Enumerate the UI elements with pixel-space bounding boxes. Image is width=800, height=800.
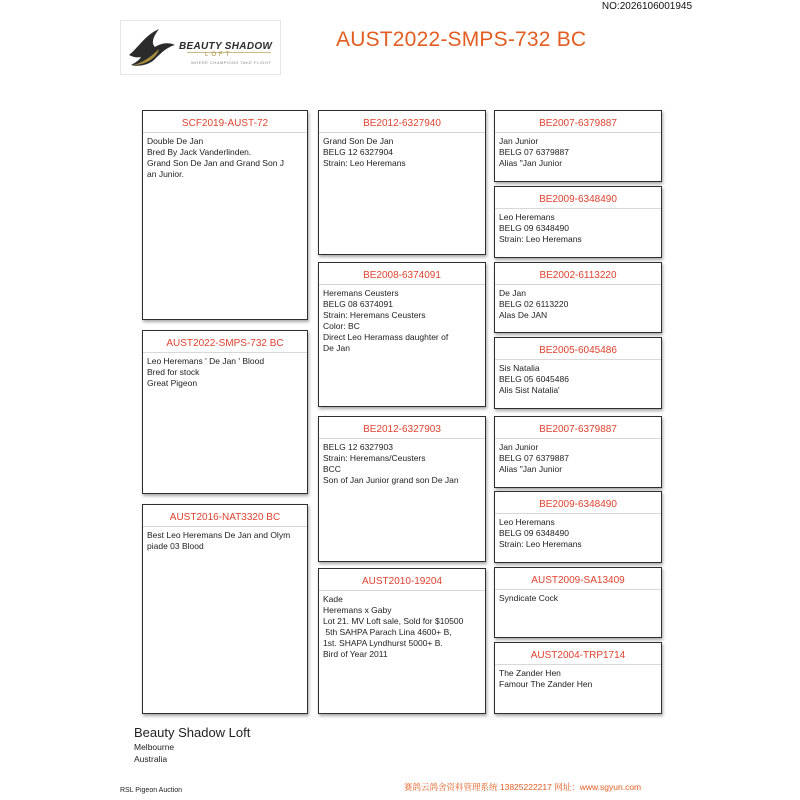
card-ring-number: BE2008-6374091	[319, 269, 485, 285]
card-line: The Zander Hen	[499, 668, 561, 678]
card-line: 5th SAHPA Parach Lina 4600+ B,	[323, 627, 452, 637]
card-line: an Junior.	[147, 169, 184, 179]
card-details	[143, 527, 307, 552]
logo-name: BEAUTY SHADOW	[179, 41, 273, 52]
pedigree-card-ggp-1	[494, 110, 662, 182]
logo-tagline: WHERE CHAMPIONS TAKE FLIGHT	[191, 60, 272, 65]
card-line: Strain: Heremans Ceusters	[323, 310, 426, 320]
card-ring-number: AUST2016-NAT3320 BC	[143, 511, 307, 527]
loft-logo	[120, 20, 281, 75]
card-line: BELG 12 6327904	[323, 147, 393, 157]
card-details	[495, 439, 661, 475]
card-line: BCC	[323, 464, 341, 474]
card-ring-number: BE2012-6327940	[319, 117, 485, 133]
pedigree-card-subject	[142, 330, 308, 494]
pedigree-card-ggp-7	[494, 567, 662, 638]
loft-country: Australia	[134, 754, 168, 764]
card-line: Heremans x Gaby	[323, 605, 392, 615]
card-ring-number: AUST2022-SMPS-732 BC	[143, 337, 307, 353]
card-details	[319, 285, 485, 354]
card-details	[495, 514, 661, 550]
pedigree-card-grandsire-1	[318, 110, 486, 255]
card-line: BELG 08 6374091	[323, 299, 393, 309]
card-line: Jan Junior	[499, 442, 539, 452]
pedigree-card-ggp-2	[494, 186, 662, 258]
card-line: Jan Junior	[499, 136, 539, 146]
pedigree-card-grandsire-2	[318, 416, 486, 562]
card-ring-number: AUST2009-SA13409	[495, 574, 661, 590]
card-details	[319, 133, 485, 169]
pedigree-card-granddam-1	[318, 262, 486, 407]
card-line: Strain: Leo Heremans	[499, 234, 582, 244]
bird-icon	[125, 25, 177, 71]
card-details	[495, 285, 661, 321]
card-line: De Jan	[323, 343, 350, 353]
card-line: Double De Jan	[147, 136, 204, 146]
card-line: BELG 12 6327903	[323, 442, 393, 452]
loft-name: Beauty Shadow Loft	[134, 725, 251, 740]
card-line: Grand Son De Jan	[323, 136, 394, 146]
card-line: Bred By Jack Vanderlinden.	[147, 147, 252, 157]
card-line: Bred for stock	[147, 367, 200, 377]
card-line: BELG 09 6348490	[499, 223, 569, 233]
card-line: Alis Sist Natalia'	[499, 385, 560, 395]
card-line: Son of Jan Junior grand son De Jan	[323, 475, 459, 485]
card-line: Leo Heremans	[499, 517, 555, 527]
card-details	[495, 209, 661, 245]
credit-left: RSL Pigeon Auction	[120, 787, 183, 794]
loft-city: Melbourne	[134, 742, 175, 752]
page-title: AUST2022-SMPS-732 BC	[336, 28, 587, 51]
pedigree-card-ggp-3	[494, 262, 662, 333]
card-line: Direct Leo Heramass daughter of	[323, 332, 449, 342]
card-details	[495, 133, 661, 169]
card-ring-number: AUST2004-TRP1714	[495, 649, 661, 665]
card-line: Kade	[323, 594, 343, 604]
card-line: BELG 05 6045486	[499, 374, 569, 384]
card-line: Famour The Zander Hen	[499, 679, 593, 689]
logo-subtitle: LOFT	[205, 52, 233, 58]
card-line: 1st. SHAPA Lyndhurst 5000+ B.	[323, 638, 443, 648]
card-line: Grand Son De Jan and Grand Son J	[147, 158, 285, 168]
card-line: Strain: Heremans/Ceusters	[323, 453, 426, 463]
pedigree-card-ggp-5	[494, 416, 662, 488]
card-line: BELG 07 6379887	[499, 453, 569, 463]
card-line: BELG 07 6379887	[499, 147, 569, 157]
pedigree-card-dam	[142, 504, 308, 714]
pedigree-card-ggp-6	[494, 491, 662, 563]
pedigree-card-ggp-8	[494, 642, 662, 714]
card-line: Alas De JAN	[499, 310, 548, 320]
card-line: Color: BC	[323, 321, 360, 331]
pedigree-card-granddam-2	[318, 568, 486, 714]
card-line: Strain: Leo Heremans	[323, 158, 406, 168]
card-details	[319, 591, 485, 660]
card-line: Alias "Jan Junior	[499, 158, 563, 168]
card-line: Alias "Jan Junior	[499, 464, 563, 474]
card-details	[143, 353, 307, 389]
card-line: Syndicate Cock	[499, 593, 559, 603]
card-line: Best Leo Heremans De Jan and Olym	[147, 530, 291, 540]
card-line: Heremans Ceusters	[323, 288, 399, 298]
card-details	[319, 439, 485, 486]
card-ring-number: BE2007-6379887	[495, 423, 661, 439]
credit-right: 赛鸽云鸽舍资料管理系统 13825222217 网址：www.sgyun.com	[404, 782, 642, 792]
card-ring-number: SCF2019-AUST-72	[143, 117, 307, 133]
card-details	[495, 590, 661, 604]
card-line: De Jan	[499, 288, 526, 298]
card-ring-number: BE2009-6348490	[495, 498, 661, 514]
card-line: Sis Natalia	[499, 363, 540, 373]
pedigree-card-sire	[142, 110, 308, 320]
card-ring-number: BE2002-6113220	[495, 269, 661, 285]
card-ring-number: BE2007-6379887	[495, 117, 661, 133]
card-line: Bird of Year 2011	[323, 649, 388, 659]
card-ring-number: BE2005-6045486	[495, 344, 661, 360]
pedigree-card-ggp-4	[494, 337, 662, 409]
card-ring-number: BE2012-6327903	[319, 423, 485, 439]
card-line: BELG 02 6113220	[499, 299, 569, 309]
card-line: piade 03 Blood	[147, 541, 204, 551]
card-details	[143, 133, 307, 180]
card-ring-number: AUST2010-19204	[319, 575, 485, 591]
document-number: NO:2026106001945	[601, 1, 692, 12]
card-line: Lot 21. MV Loft sale, Sold for $10500	[323, 616, 464, 626]
card-ring-number: BE2009-6348490	[495, 193, 661, 209]
card-line: Great Pigeon	[147, 378, 198, 388]
card-line: Leo Heremans ' De Jan ' Blood	[147, 356, 265, 366]
card-line: Leo Heremans	[499, 212, 555, 222]
card-details	[495, 360, 661, 396]
card-details	[495, 665, 661, 690]
card-line: Strain: Leo Heremans	[499, 539, 582, 549]
card-line: BELG 09 6348490	[499, 528, 569, 538]
